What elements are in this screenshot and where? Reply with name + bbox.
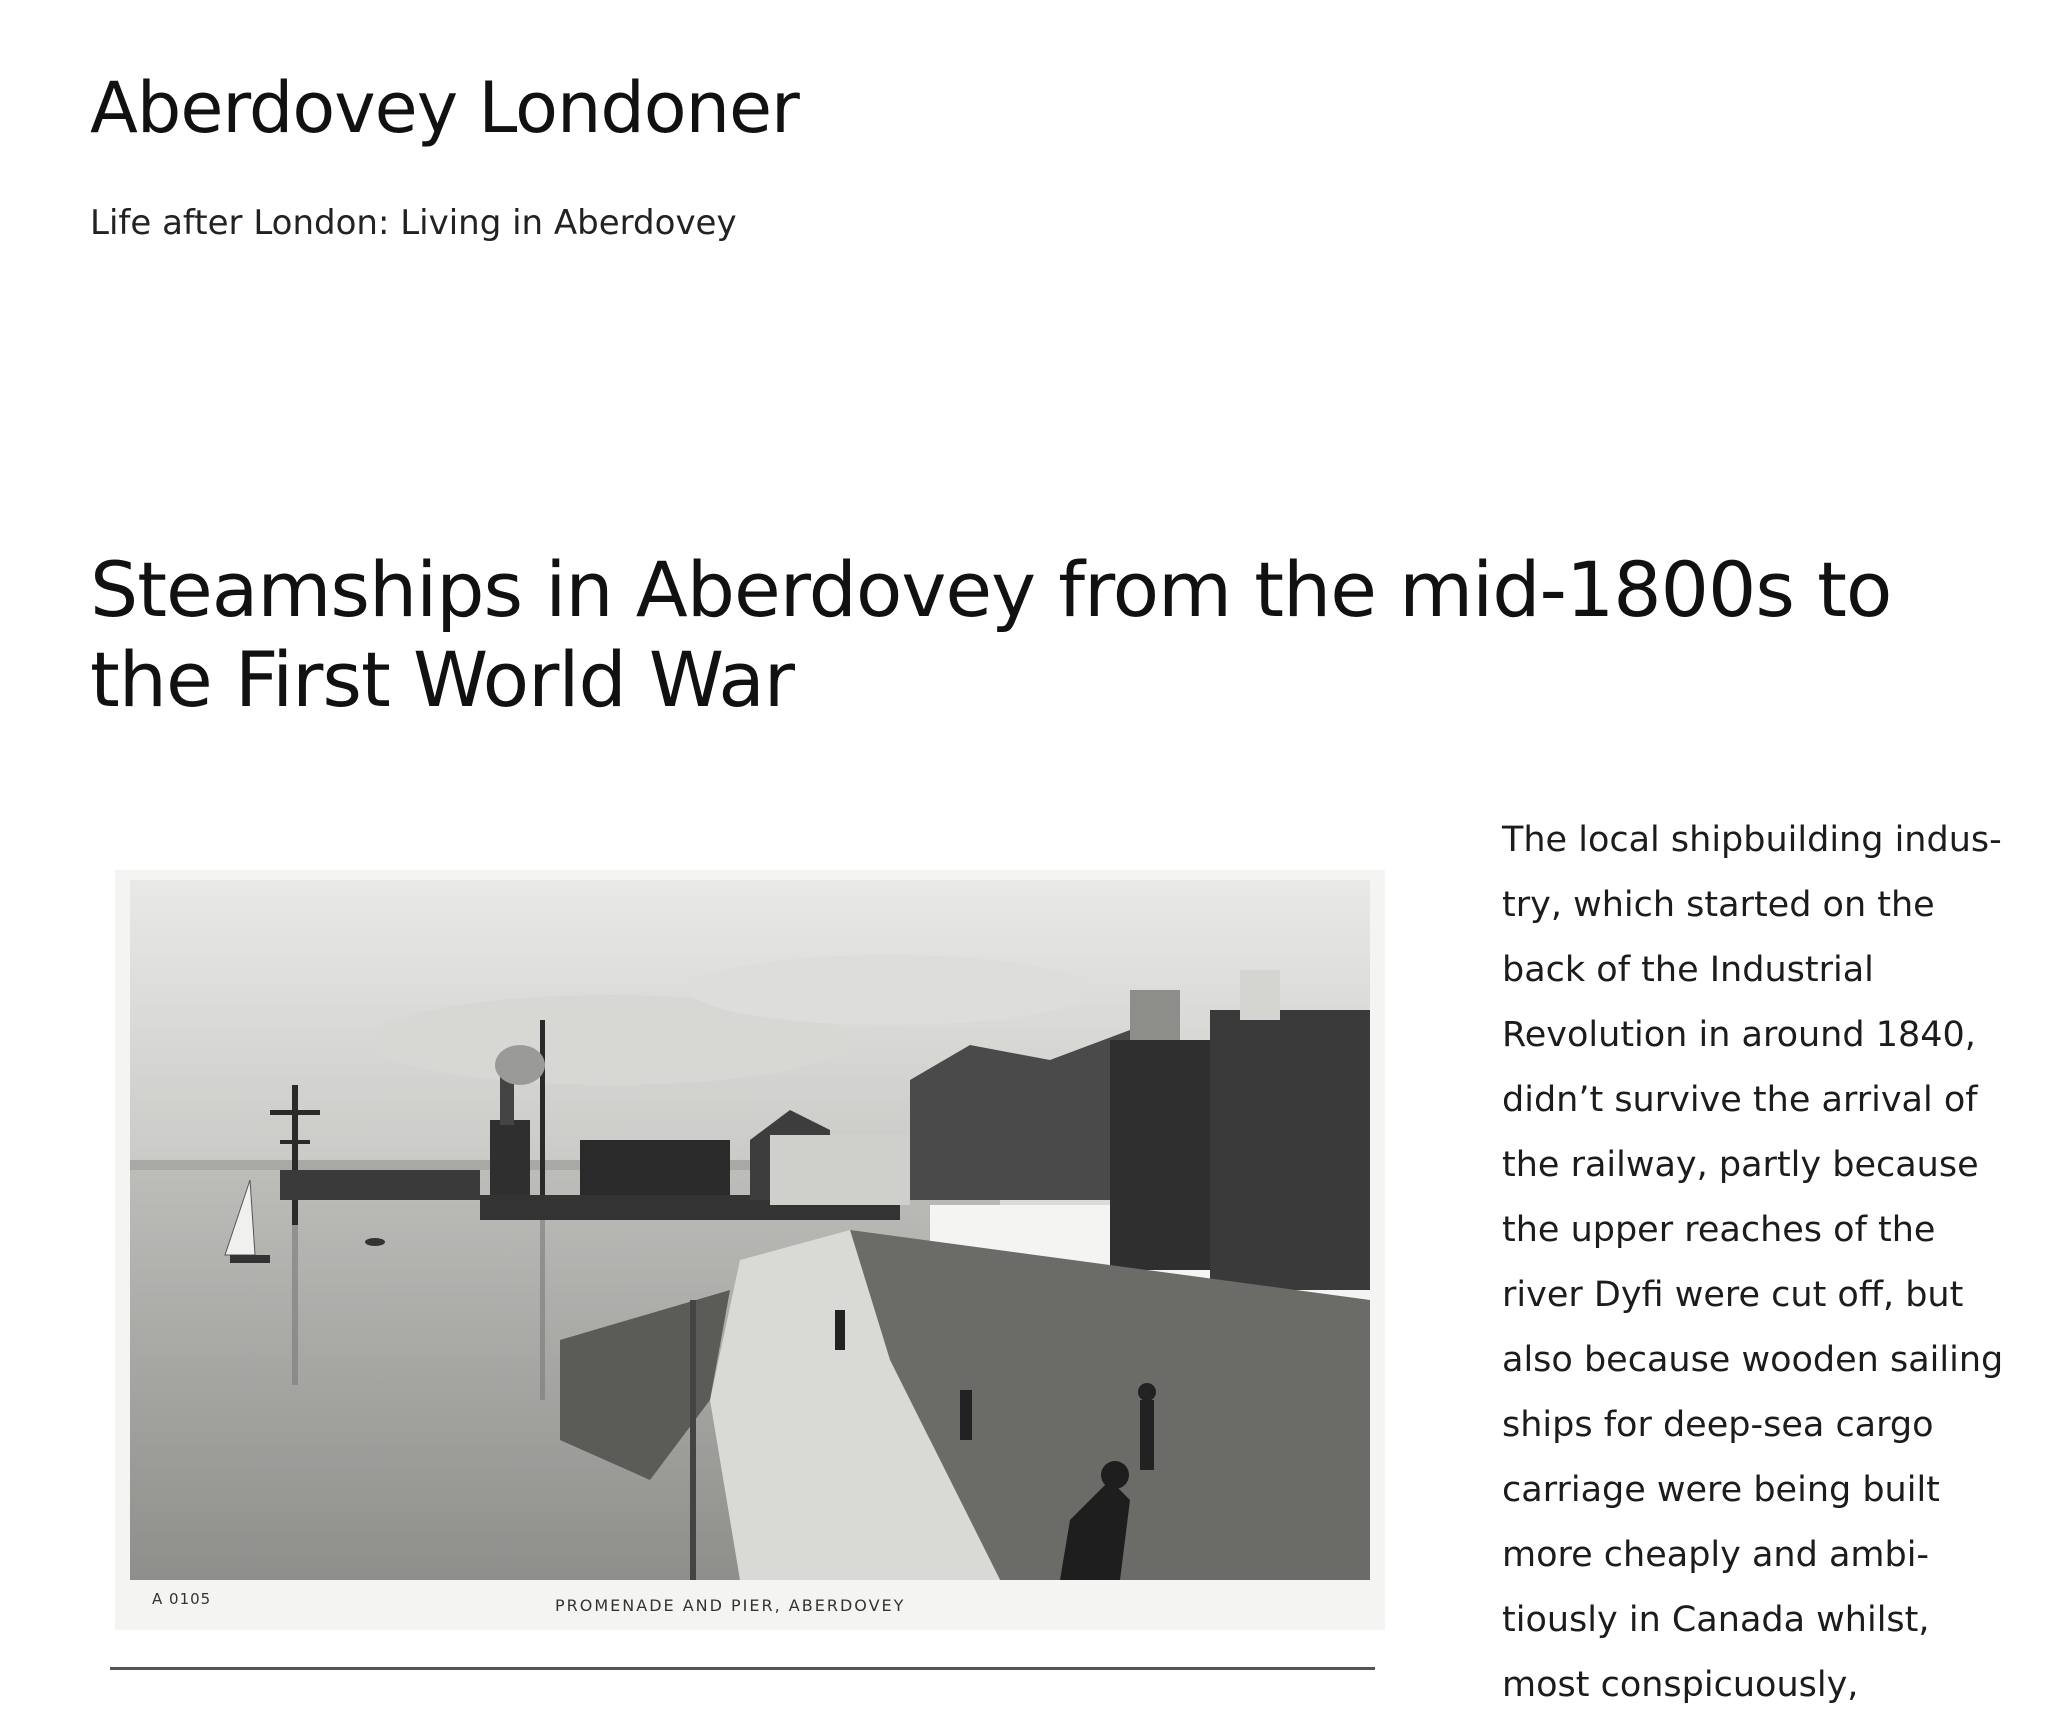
promenade-photo <box>130 880 1370 1580</box>
postcard-code: A 0105 <box>152 1590 212 1608</box>
body-line: ships for deep-sea cargo <box>1502 1405 1934 1445</box>
body-line: didn’t survive the arrival of <box>1502 1080 1978 1120</box>
site-title[interactable]: Aberdovey Londoner <box>90 67 799 149</box>
body-line: back of the Industrial <box>1502 950 1874 990</box>
site-tagline: Life after London: Living in Aberdovey <box>90 203 737 243</box>
body-line: The local shipbuilding indus- <box>1502 820 2002 860</box>
divider <box>110 1667 1375 1670</box>
body-line: tiously in Canada whilst, <box>1502 1600 1930 1640</box>
postcard-image <box>115 870 1385 1630</box>
postcard-caption: PROMENADE AND PIER, ABERDOVEY <box>555 1596 906 1615</box>
body-line: most conspicuously, <box>1502 1665 1859 1705</box>
body-line: the railway, partly because <box>1502 1145 1979 1185</box>
body-line: Revolution in around 1840, <box>1502 1015 1976 1055</box>
body-line: more cheaply and ambi- <box>1502 1535 1930 1575</box>
post-title: Steamships in Aberdovey from the mid-1800s to the First World War <box>90 545 1892 724</box>
body-line: carriage were being built <box>1502 1470 1940 1510</box>
body-line: try, which started on the <box>1502 885 1935 925</box>
post-body <box>1502 808 2042 1718</box>
body-line: the upper reaches of the <box>1502 1210 1936 1250</box>
body-line: also because wooden sailing <box>1502 1340 2004 1380</box>
body-line: river Dyfi were cut off, but <box>1502 1275 1964 1315</box>
